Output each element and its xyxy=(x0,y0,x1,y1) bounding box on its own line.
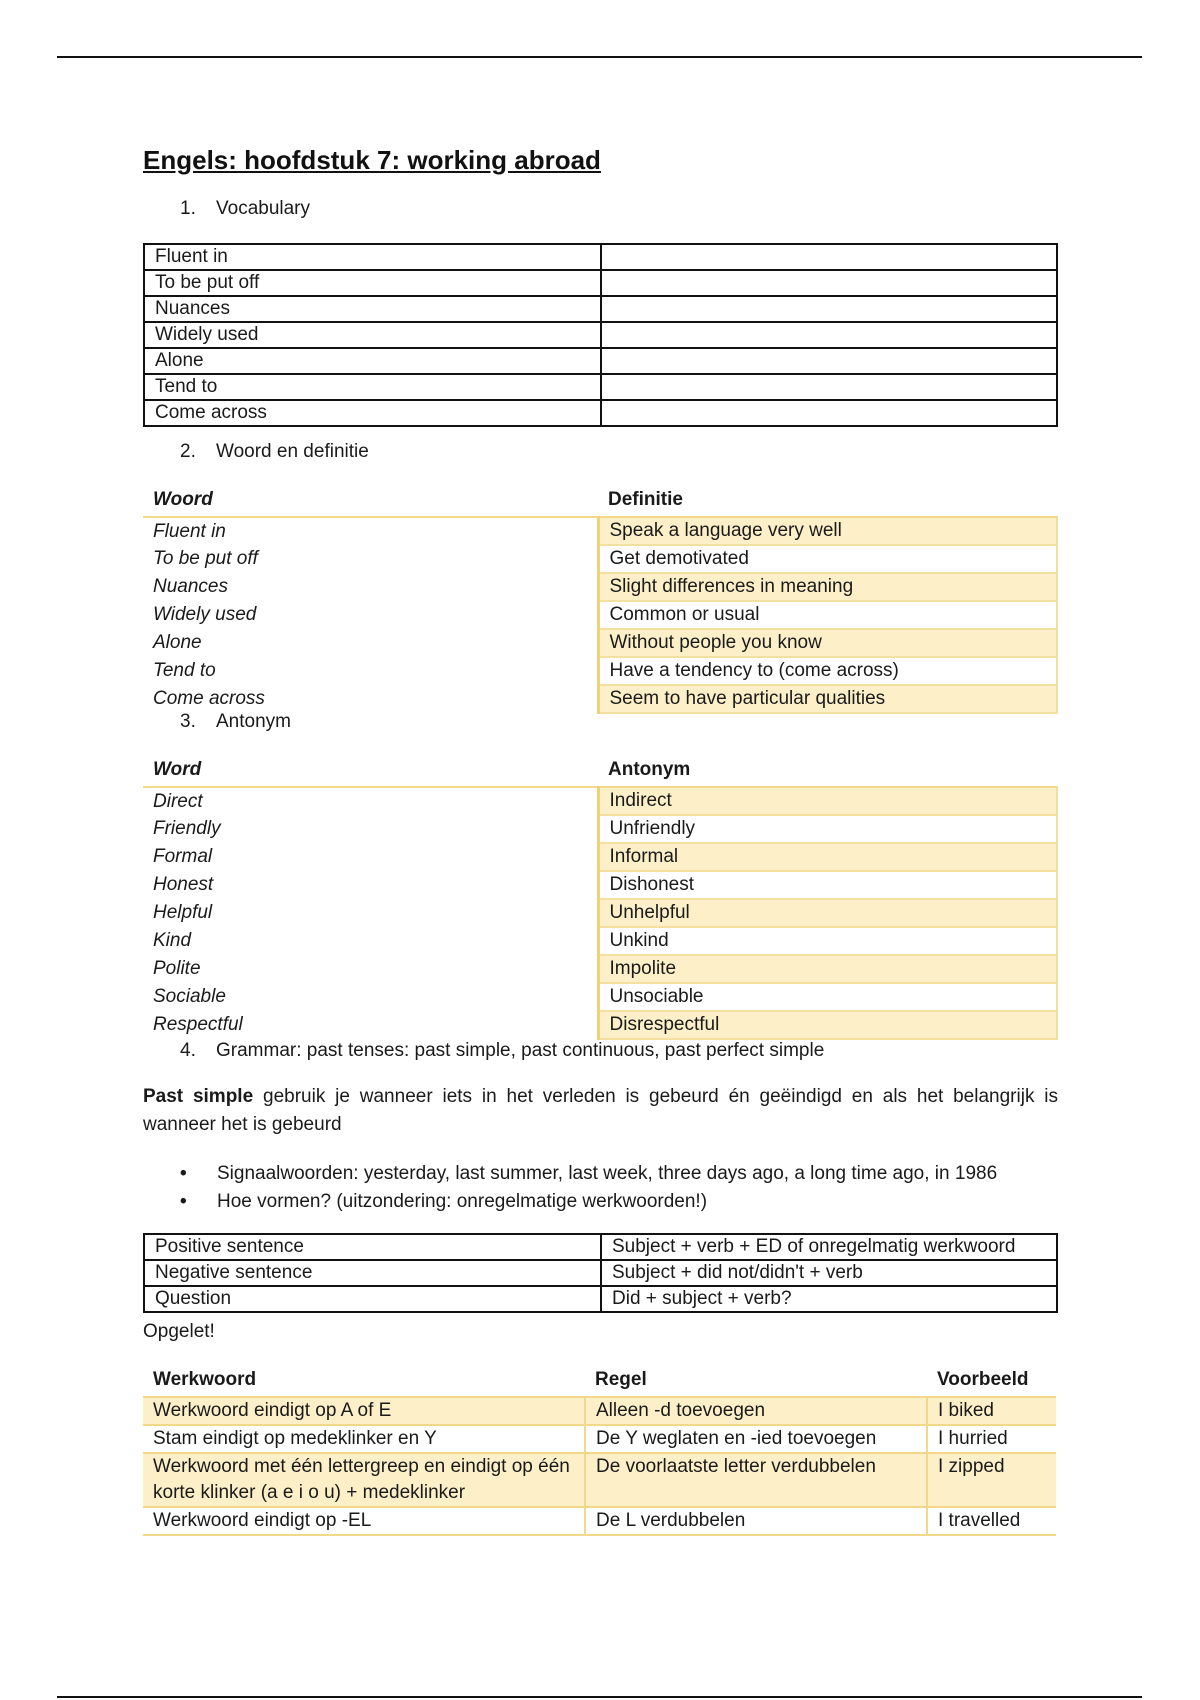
empty-cell xyxy=(601,348,1057,374)
bullet-list xyxy=(180,1160,997,1216)
table-row: Honest Dishonest xyxy=(143,871,1057,899)
section-heading-antonym: 3. Antonym xyxy=(180,711,291,732)
table-row: Widely used xyxy=(144,322,1057,348)
table-row: Alone xyxy=(144,348,1057,374)
list-item: • Hoe vormen? (uitzondering: onregelmatige werkwoorden!) xyxy=(180,1188,997,1216)
table-row: Tend to Have a tendency to (come across) xyxy=(143,657,1057,685)
table-row: Kind Unkind xyxy=(143,927,1057,955)
section-heading-definitions: 2. Woord en definitie xyxy=(180,441,369,462)
table-row: Alone Without people you know xyxy=(143,629,1057,657)
table-header-row: Woord Definitie xyxy=(143,484,1057,517)
table-row: Respectful Disrespectful xyxy=(143,1011,1057,1039)
table-row: Direct Indirect xyxy=(143,787,1057,815)
table-row: Fluent in xyxy=(144,244,1057,270)
table-row: Fluent in Speak a language very well xyxy=(143,517,1057,545)
empty-cell xyxy=(601,296,1057,322)
table-row: Tend to xyxy=(144,374,1057,400)
table-row: Friendly Unfriendly xyxy=(143,815,1057,843)
list-item: • Signaalwoorden: yesterday, last summer, last week, three days ago, a long time ago, in 1986 xyxy=(180,1160,997,1188)
table-row: Formal Informal xyxy=(143,843,1057,871)
note-label: Opgelet! xyxy=(143,1321,215,1342)
past-simple-text: gebruik je wanneer iets in het verleden is gebeurd én geëindigd en als het belangrijk is wanneer het is gebeurd xyxy=(143,1086,1058,1135)
past-simple-paragraph xyxy=(143,1083,1058,1139)
table-row: Positive sentence Subject + verb + ED of onregelmatig werkwoord xyxy=(144,1234,1057,1260)
section-heading-vocabulary: 1. Vocabulary xyxy=(180,198,311,219)
table-header-row: Werkwoord Regel Voorbeeld xyxy=(143,1364,1056,1397)
past-simple-term: Past simple xyxy=(143,1086,254,1107)
table-row: To be put off xyxy=(144,270,1057,296)
table-header-row: Word Antonym xyxy=(143,754,1057,787)
section-heading-grammar: 4. Grammar: past tenses: past simple, past continuous, past perfect simple xyxy=(180,1040,825,1061)
table-row: Werkwoord eindigt op A of E Alleen -d toevoegen I biked xyxy=(143,1397,1056,1425)
definitions-table xyxy=(143,484,1058,714)
table-row: Sociable Unsociable xyxy=(143,983,1057,1011)
empty-cell xyxy=(601,270,1057,296)
table-row: To be put off Get demotivated xyxy=(143,545,1057,573)
empty-cell xyxy=(601,374,1057,400)
spelling-rules-table xyxy=(143,1364,1056,1536)
table-row: Widely used Common or usual xyxy=(143,601,1057,629)
table-row: Werkwoord met één lettergreep en eindigt op één korte klinker (a e i o u) + medeklinker De voorlaatste letter verdubbelen I zipped xyxy=(143,1453,1056,1507)
table-row: Come across xyxy=(144,400,1057,426)
past-simple-forms-table xyxy=(143,1233,1058,1313)
empty-cell xyxy=(601,400,1057,426)
table-row: Helpful Unhelpful xyxy=(143,899,1057,927)
empty-cell xyxy=(601,244,1057,270)
table-row: Nuances xyxy=(144,296,1057,322)
vocabulary-table xyxy=(143,243,1058,427)
empty-cell xyxy=(601,322,1057,348)
table-row: Negative sentence Subject + did not/didn't + verb xyxy=(144,1260,1057,1286)
page-title: Engels: hoofdstuk 7: working abroad xyxy=(143,145,601,175)
table-row: Come across Seem to have particular qualities xyxy=(143,685,1057,713)
table-row: Stam eindigt op medeklinker en Y De Y weglaten en -ied toevoegen I hurried xyxy=(143,1425,1056,1453)
table-row: Werkwoord eindigt op -EL De L verdubbelen I travelled xyxy=(143,1507,1056,1535)
table-row: Nuances Slight differences in meaning xyxy=(143,573,1057,601)
table-row: Question Did + subject + verb? xyxy=(144,1286,1057,1312)
table-row: Polite Impolite xyxy=(143,955,1057,983)
antonym-table xyxy=(143,754,1058,1040)
top-rule xyxy=(57,56,1142,58)
bottom-rule xyxy=(57,1696,1142,1698)
